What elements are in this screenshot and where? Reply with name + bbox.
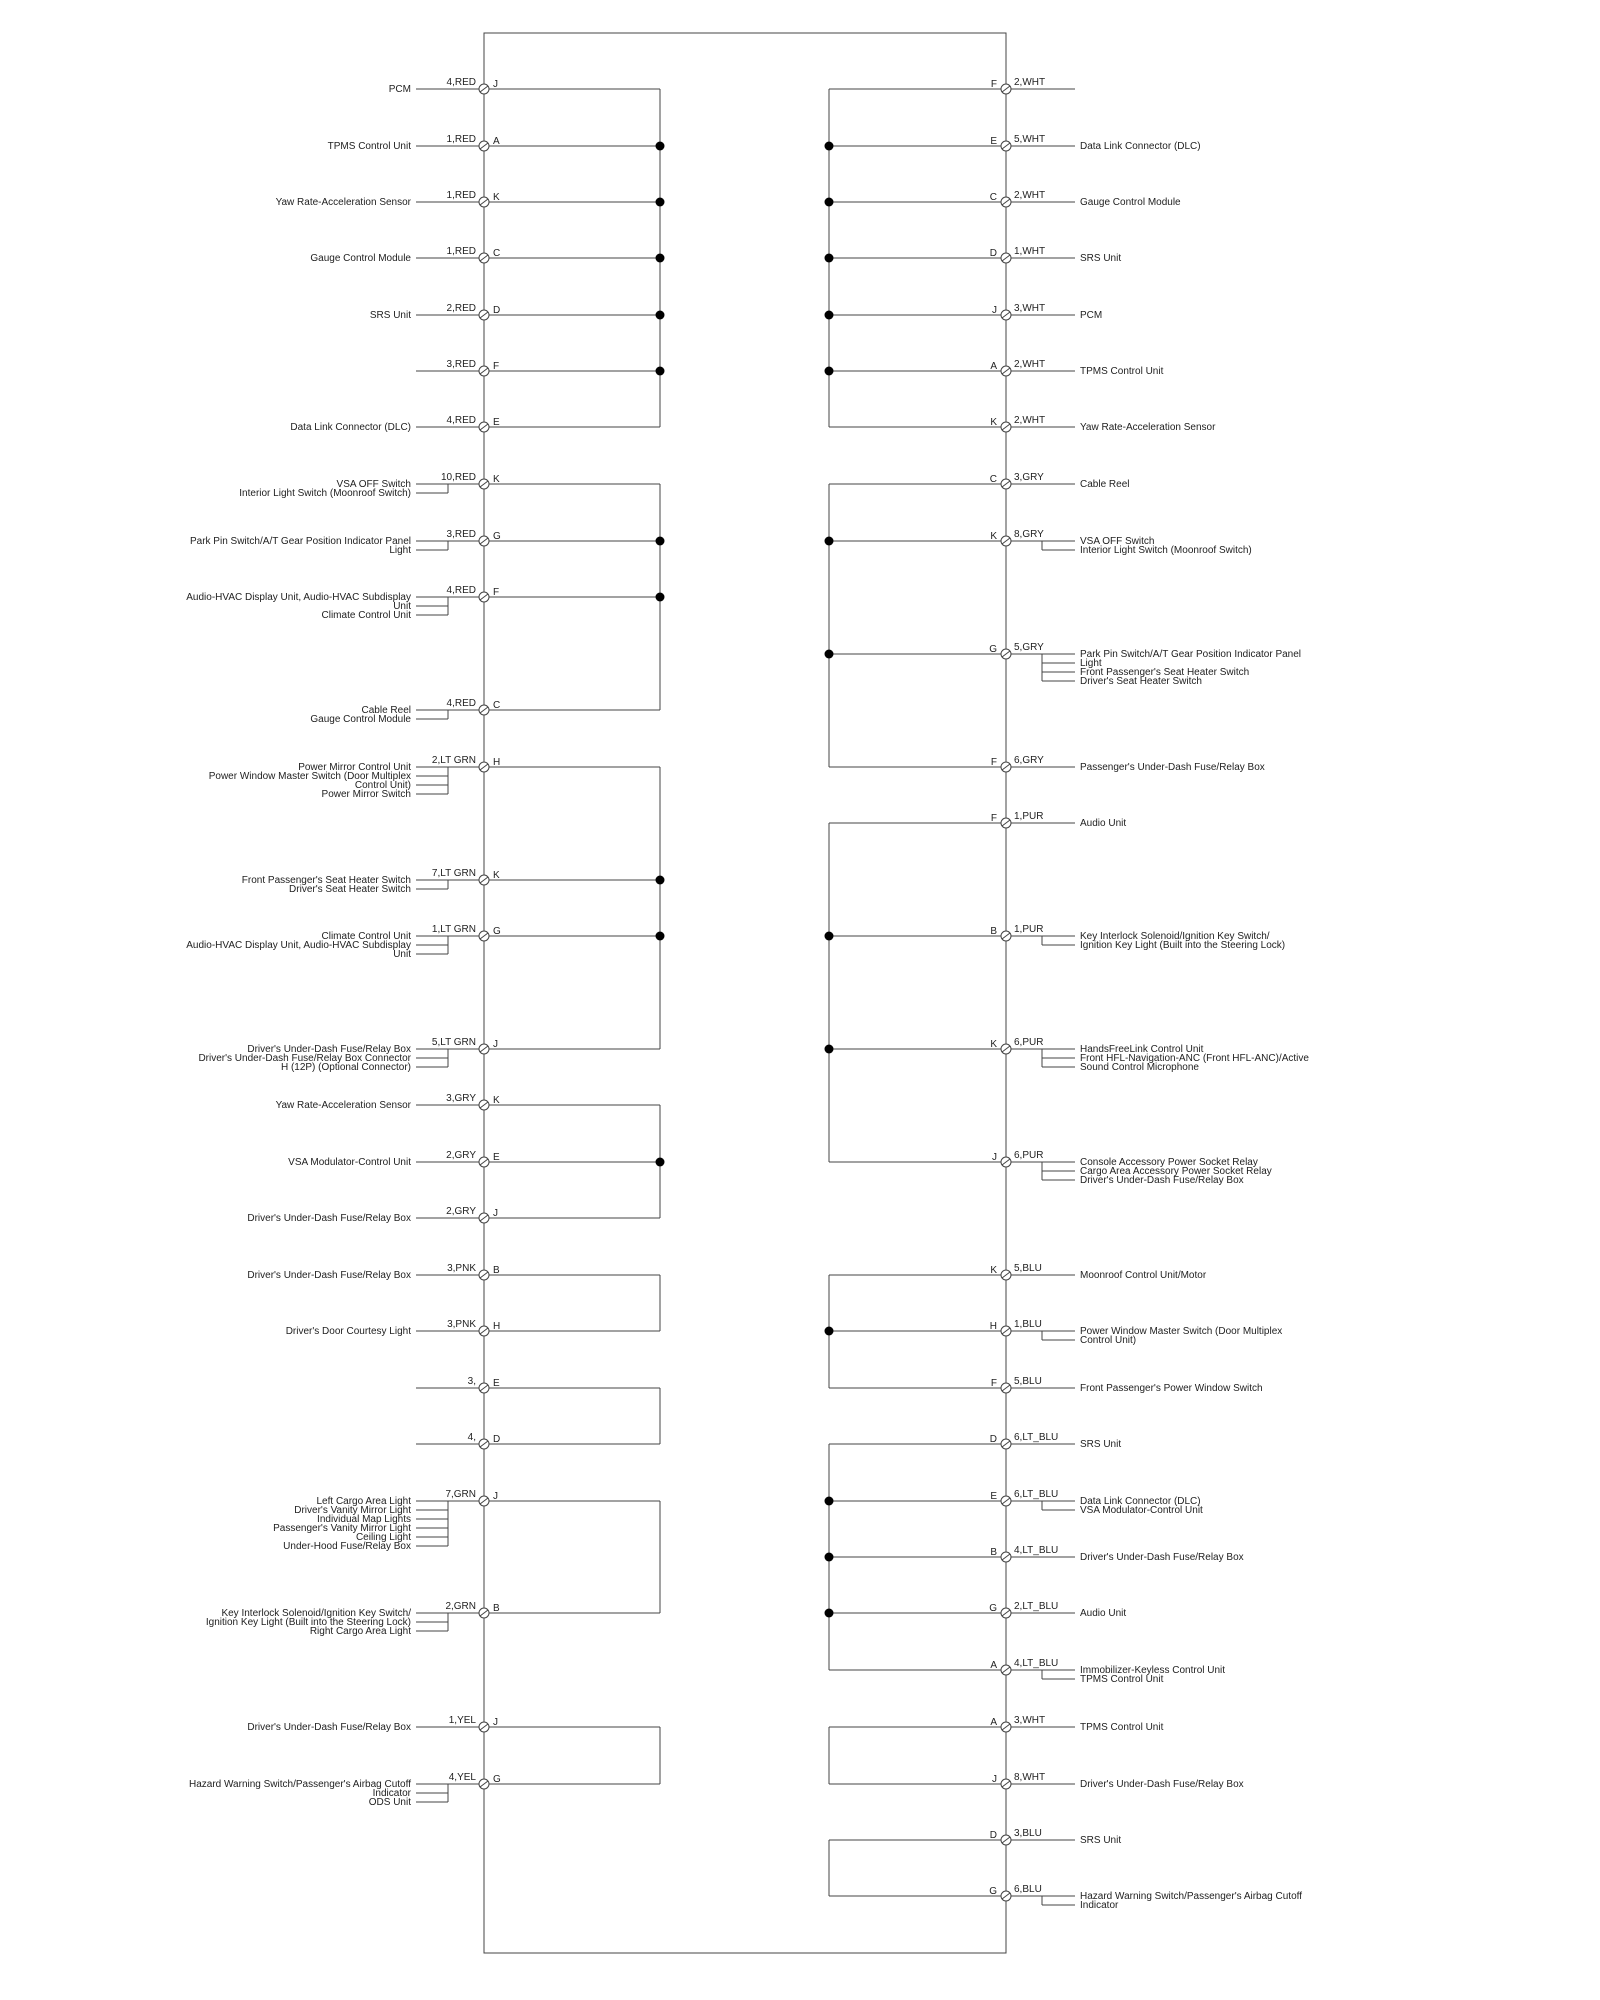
left-component-label: Driver's Seat Heater Switch (289, 884, 411, 895)
right-pin-letter: J (992, 1774, 997, 1785)
left-wire-code: 1,LT GRN (431, 924, 476, 935)
left-pin-letter: K (493, 1095, 500, 1106)
left-pin-letter: G (493, 926, 501, 937)
left-component-label: Ignition Key Light (Built into the Steering Lock) (205, 1617, 411, 1628)
right-pin-letter: K (990, 1039, 997, 1050)
right-component-label: Front HFL-Navigation-ANC (Front HFL-ANC)/Active (1080, 1053, 1309, 1064)
left-component-label: Driver's Vanity Mirror Light (294, 1505, 411, 1516)
right-component-label: Cargo Area Accessory Power Socket Relay (1080, 1166, 1272, 1177)
left-component-label: Left Cargo Area Light (316, 1496, 411, 1507)
left-component-label: Power Mirror Switch (321, 789, 411, 800)
right-pin-letter: B (990, 926, 997, 937)
right-pin-letter: A (990, 1717, 997, 1728)
left-component-label: Gauge Control Module (310, 714, 411, 725)
left-component-label: Driver's Under-Dash Fuse/Relay Box (247, 1270, 411, 1281)
right-wire-code: 5,BLU (1014, 1376, 1042, 1387)
left-pin-letter: C (493, 248, 501, 259)
right-splice-point (825, 932, 834, 941)
left-component-label: Yaw Rate-Acceleration Sensor (275, 1100, 411, 1111)
left-wire-code: 2,GRY (446, 1150, 476, 1161)
left-splice-point (656, 142, 665, 151)
left-component-label: Right Cargo Area Light (309, 1626, 411, 1637)
right-pin-letter: D (989, 248, 997, 259)
left-wire-code: 5,LT GRN (431, 1037, 476, 1048)
left-pin-letter: B (493, 1265, 500, 1276)
left-pin-letter: F (493, 587, 500, 598)
left-component-label: Driver's Under-Dash Fuse/Relay Box (247, 1213, 411, 1224)
left-pin-letter: G (493, 1774, 501, 1785)
right-wire-code: 4,LT_BLU (1014, 1545, 1059, 1556)
left-splice-point (656, 367, 665, 376)
right-wire-code: 8,GRY (1014, 529, 1044, 540)
right-wire-code: 1,WHT (1014, 246, 1046, 257)
right-splice-point (825, 1327, 834, 1336)
left-wire-code: 4,YEL (448, 1772, 476, 1783)
right-splice-point (825, 311, 834, 320)
left-wire-code: 3,PNK (447, 1319, 476, 1330)
left-wire-code: 2,RED (446, 303, 476, 314)
right-wire-code: 6,PUR (1014, 1037, 1044, 1048)
right-wire-code: 6,LT_BLU (1014, 1432, 1059, 1443)
right-component-label: Audio Unit (1080, 1608, 1127, 1619)
left-wire-code: 3,PNK (447, 1263, 476, 1274)
right-wire-code: 5,BLU (1014, 1263, 1042, 1274)
right-pin-letter: E (990, 1491, 997, 1502)
left-wire-code: 2,LT GRN (431, 755, 476, 766)
left-component-label: Yaw Rate-Acceleration Sensor (275, 197, 411, 208)
left-wire-code: 1,RED (446, 246, 476, 257)
right-pin-letter: G (989, 644, 997, 655)
right-pin-letter: K (990, 1265, 997, 1276)
right-component-label: Yaw Rate-Acceleration Sensor (1080, 422, 1216, 433)
right-wire-code: 5,GRY (1014, 642, 1044, 653)
right-wire-code: 3,WHT (1014, 303, 1046, 314)
left-pin-letter: A (493, 136, 500, 147)
right-component-label: Gauge Control Module (1080, 197, 1181, 208)
left-wire-code: 4,RED (446, 585, 476, 596)
left-pin-letter: E (493, 1152, 500, 1163)
left-splice-point (656, 876, 665, 885)
left-wire-code: 7,LT GRN (431, 868, 476, 879)
left-component-label: Park Pin Switch/A/T Gear Position Indicator Panel (189, 536, 411, 547)
left-component-label: Front Passenger's Seat Heater Switch (241, 875, 411, 886)
right-wire-code: 2,LT_BLU (1014, 1601, 1059, 1612)
left-component-label: Interior Light Switch (Moonroof Switch) (239, 488, 411, 499)
right-component-label: Driver's Under-Dash Fuse/Relay Box (1080, 1552, 1244, 1563)
right-component-label: Ignition Key Light (Built into the Steering Lock) (1080, 940, 1286, 951)
right-component-label: Driver's Under-Dash Fuse/Relay Box (1080, 1175, 1244, 1186)
left-pin-letter: C (493, 700, 501, 711)
left-component-label: VSA OFF Switch (336, 479, 411, 490)
right-component-label: VSA Modulator-Control Unit (1080, 1505, 1203, 1516)
left-pin-letter: K (493, 474, 500, 485)
right-splice-point (825, 650, 834, 659)
right-component-label: Park Pin Switch/A/T Gear Position Indicator Panel (1080, 649, 1302, 660)
right-component-label: Driver's Seat Heater Switch (1080, 676, 1202, 687)
left-component-label: Hazard Warning Switch/Passenger's Airbag Cutoff (188, 1779, 411, 1790)
right-wire-code: 3,WHT (1014, 1715, 1046, 1726)
left-wire-code: 3,RED (446, 529, 476, 540)
left-component-label: SRS Unit (369, 310, 411, 321)
left-component-label: Control Unit) (354, 780, 411, 791)
left-component-label: Driver's Under-Dash Fuse/Relay Box Connector (198, 1053, 411, 1064)
right-pin-letter: E (990, 136, 997, 147)
right-component-label: TPMS Control Unit (1080, 366, 1164, 377)
right-pin-letter: F (990, 813, 997, 824)
right-wire-code: 3,BLU (1014, 1828, 1042, 1839)
right-component-label: PCM (1080, 310, 1103, 321)
right-pin-letter: C (989, 474, 997, 485)
left-wire-code: 3, (467, 1376, 476, 1387)
left-pin-letter: J (493, 1717, 498, 1728)
left-component-label: Audio-HVAC Display Unit, Audio-HVAC Subdisplay (186, 592, 411, 603)
right-wire-code: 1,PUR (1014, 924, 1044, 935)
left-component-label: Audio-HVAC Display Unit, Audio-HVAC Subdisplay (186, 940, 411, 951)
right-component-label: Passenger's Under-Dash Fuse/Relay Box (1080, 762, 1265, 773)
right-component-label: Cable Reel (1080, 479, 1130, 490)
right-wire-code: 5,WHT (1014, 134, 1046, 145)
left-wire-code: 2,GRY (446, 1206, 476, 1217)
left-component-label: Unit (393, 601, 411, 612)
right-component-label: Data Link Connector (DLC) (1080, 141, 1201, 152)
right-wire-code: 1,BLU (1014, 1319, 1042, 1330)
right-component-label: Audio Unit (1080, 818, 1127, 829)
right-component-label: Moonroof Control Unit/Motor (1080, 1270, 1207, 1281)
right-component-label: Sound Control Microphone (1080, 1062, 1199, 1073)
left-component-label: ODS Unit (368, 1797, 411, 1808)
left-pin-letter: K (493, 870, 500, 881)
left-component-label: Driver's Under-Dash Fuse/Relay Box (247, 1044, 411, 1055)
left-wire-code: 1,YEL (448, 1715, 476, 1726)
right-pin-letter: K (990, 417, 997, 428)
right-component-label: Hazard Warning Switch/Passenger's Airbag Cutoff (1080, 1891, 1303, 1902)
left-component-label: H (12P) (Optional Connector) (280, 1062, 411, 1073)
right-component-label: Front Passenger's Power Window Switch (1080, 1383, 1263, 1394)
left-pin-letter: K (493, 192, 500, 203)
left-component-label: Under-Hood Fuse/Relay Box (283, 1541, 411, 1552)
right-pin-letter: J (992, 305, 997, 316)
right-pin-letter: H (989, 1321, 997, 1332)
left-component-label: Ceiling Light (355, 1532, 411, 1543)
left-component-label: Climate Control Unit (321, 931, 411, 942)
left-splice-point (656, 1158, 665, 1167)
left-wire-code: 2,GRN (445, 1601, 476, 1612)
right-wire-code: 2,WHT (1014, 190, 1046, 201)
right-pin-letter: F (990, 757, 997, 768)
right-wire-code: 6,GRY (1014, 755, 1044, 766)
right-component-label: Power Window Master Switch (Door Multiplex (1080, 1326, 1283, 1337)
right-wire-code: 2,WHT (1014, 415, 1046, 426)
left-component-label: Key Interlock Solenoid/Ignition Key Switch/ (221, 1608, 411, 1619)
left-pin-letter: J (493, 1491, 498, 1502)
right-splice-point (825, 1497, 834, 1506)
right-pin-letter: G (989, 1603, 997, 1614)
left-wire-code: 4, (467, 1432, 476, 1443)
right-wire-code: 4,LT_BLU (1014, 1658, 1059, 1669)
right-component-label: SRS Unit (1080, 1835, 1122, 1846)
right-pin-letter: B (990, 1547, 997, 1558)
left-pin-letter: B (493, 1603, 500, 1614)
right-splice-point (825, 1045, 834, 1054)
right-component-label: Data Link Connector (DLC) (1080, 1496, 1201, 1507)
right-pin-letter: D (989, 1830, 997, 1841)
right-wire-code: 2,WHT (1014, 359, 1046, 370)
left-component-label: Unit (393, 949, 411, 960)
right-pin-letter: C (989, 192, 997, 203)
right-splice-point (825, 367, 834, 376)
left-splice-point (656, 198, 665, 207)
right-component-label: Light (1080, 658, 1102, 669)
right-component-label: HandsFreeLink Control Unit (1080, 1044, 1204, 1055)
right-pin-letter: F (990, 79, 997, 90)
right-wire-code: 3,GRY (1014, 472, 1044, 483)
right-wire-code: 6,LT_BLU (1014, 1489, 1059, 1500)
right-component-label: Driver's Under-Dash Fuse/Relay Box (1080, 1779, 1244, 1790)
left-wire-code: 4,RED (446, 698, 476, 709)
left-component-label: Individual Map Lights (317, 1514, 411, 1525)
component-box (484, 33, 1006, 1953)
left-pin-letter: H (493, 757, 501, 768)
right-pin-letter: A (990, 361, 997, 372)
left-splice-point (656, 311, 665, 320)
left-component-label: Power Window Master Switch (Door Multiplex (208, 771, 411, 782)
right-splice-point (825, 254, 834, 263)
right-wire-code: 6,PUR (1014, 1150, 1044, 1161)
right-splice-point (825, 142, 834, 151)
left-splice-point (656, 593, 665, 602)
left-wire-code: 4,RED (446, 77, 476, 88)
left-component-label: Power Mirror Control Unit (298, 762, 411, 773)
right-component-label: Front Passenger's Seat Heater Switch (1080, 667, 1250, 678)
right-wire-code: 8,WHT (1014, 1772, 1046, 1783)
left-wire-code: 3,RED (446, 359, 476, 370)
left-component-label: Driver's Under-Dash Fuse/Relay Box (247, 1722, 411, 1733)
right-splice-point (825, 1609, 834, 1618)
right-pin-letter: F (990, 1378, 997, 1389)
right-wire-code: 1,PUR (1014, 811, 1044, 822)
left-pin-letter: E (493, 1378, 500, 1389)
left-component-label: Data Link Connector (DLC) (290, 422, 411, 433)
left-component-label: Gauge Control Module (310, 253, 411, 264)
left-component-label: Indicator (372, 1788, 411, 1799)
left-wire-code: 10,RED (440, 472, 476, 483)
left-wire-code: 7,GRN (445, 1489, 476, 1500)
right-component-label: SRS Unit (1080, 253, 1122, 264)
right-component-label: Immobilizer-Keyless Control Unit (1080, 1665, 1226, 1676)
right-pin-letter: J (992, 1152, 997, 1163)
right-wire-code: 2,WHT (1014, 77, 1046, 88)
left-component-label: TPMS Control Unit (327, 141, 411, 152)
right-component-label: Interior Light Switch (Moonroof Switch) (1080, 545, 1252, 556)
left-component-label: PCM (388, 84, 411, 95)
right-component-label: Console Accessory Power Socket Relay (1080, 1157, 1258, 1168)
left-pin-letter: D (493, 1434, 501, 1445)
left-pin-letter: J (493, 79, 498, 90)
right-component-label: Control Unit) (1080, 1335, 1137, 1346)
left-pin-letter: D (493, 305, 501, 316)
right-splice-point (825, 198, 834, 207)
right-component-label: Key Interlock Solenoid/Ignition Key Switch/ (1080, 931, 1270, 942)
left-pin-letter: F (493, 361, 500, 372)
left-component-label: Cable Reel (361, 705, 411, 716)
right-pin-letter: K (990, 531, 997, 542)
left-wire-code: 1,RED (446, 134, 476, 145)
left-pin-letter: G (493, 531, 501, 542)
right-wire-code: 6,BLU (1014, 1884, 1042, 1895)
left-component-label: Climate Control Unit (321, 610, 411, 621)
left-component-label: Light (389, 545, 411, 556)
right-splice-point (825, 1553, 834, 1562)
left-pin-letter: H (493, 1321, 501, 1332)
left-component-label: Driver's Door Courtesy Light (285, 1326, 411, 1337)
right-component-label: TPMS Control Unit (1080, 1722, 1164, 1733)
left-wire-code: 3,GRY (446, 1093, 476, 1104)
left-pin-letter: J (493, 1039, 498, 1050)
left-wire-code: 4,RED (446, 415, 476, 426)
left-component-label: Passenger's Vanity Mirror Light (273, 1523, 411, 1534)
left-splice-point (656, 537, 665, 546)
right-pin-letter: D (989, 1434, 997, 1445)
left-pin-letter: E (493, 417, 500, 428)
right-component-label: Indicator (1080, 1900, 1119, 1911)
left-wire-code: 1,RED (446, 190, 476, 201)
left-pin-letter: J (493, 1208, 498, 1219)
right-component-label: VSA OFF Switch (1080, 536, 1155, 547)
left-splice-point (656, 254, 665, 263)
left-component-label: VSA Modulator-Control Unit (288, 1157, 411, 1168)
right-pin-letter: A (990, 1660, 997, 1671)
right-component-label: TPMS Control Unit (1080, 1674, 1164, 1685)
left-splice-point (656, 932, 665, 941)
right-pin-letter: G (989, 1886, 997, 1897)
right-splice-point (825, 537, 834, 546)
right-component-label: SRS Unit (1080, 1439, 1122, 1450)
